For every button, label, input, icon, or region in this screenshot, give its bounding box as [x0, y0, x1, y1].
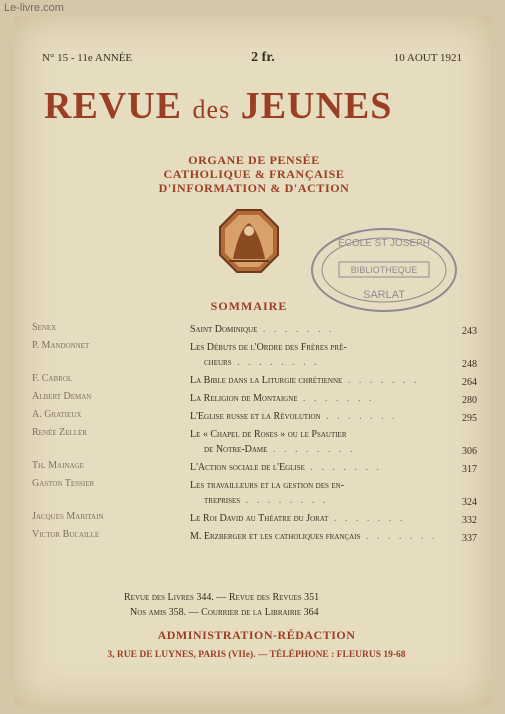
title-revue: REVUE — [44, 85, 183, 127]
toc-title — [190, 322, 447, 337]
leader-dots: . . . . . . . — [360, 531, 438, 542]
toc-title-line — [190, 529, 447, 544]
toc-title-line — [190, 322, 447, 337]
toc-title — [190, 409, 447, 424]
leader-dots: . . . . . . . — [328, 513, 406, 524]
issue-price: 2 fr. — [251, 50, 275, 65]
toc-title-text: Les Débuts de l'Ordre des Frères prê- — [190, 342, 347, 353]
toc-title-line — [190, 373, 447, 388]
toc-author: Jacques Maritain — [32, 511, 104, 522]
toc-author: F. Cabrol — [32, 373, 73, 384]
toc-row — [32, 322, 477, 337]
toc-title-line — [190, 460, 447, 475]
magazine-title — [44, 84, 464, 128]
toc-page-number: 248 — [462, 359, 477, 370]
watermark: Le-livre.com — [4, 2, 64, 14]
subtitle-line-2: CATHOLIQUE & FRANÇAISE — [163, 167, 345, 181]
toc-title-text: cheurs — [204, 357, 232, 368]
toc-title-line — [190, 355, 447, 370]
issue-header — [42, 50, 462, 66]
toc-page-number: 324 — [462, 497, 477, 508]
toc-title-text: L'Action sociale de l'Eglise — [190, 462, 305, 473]
toc-page-number: 332 — [462, 515, 477, 526]
leader-dots: . . . . . . . — [342, 375, 420, 386]
toc-page-number: 317 — [462, 464, 477, 475]
toc-row — [32, 460, 477, 475]
toc-row — [32, 511, 477, 526]
toc-title-text: La Religion de Montaigne — [190, 393, 298, 404]
leader-dots: . . . . . . . — [320, 411, 398, 422]
magazine-cover — [14, 16, 491, 706]
toc-title — [190, 373, 447, 388]
toc-title-text: Les travailleurs et la gestion des en- — [190, 480, 345, 491]
toc-title-line — [190, 511, 447, 526]
toc-title-line — [190, 442, 447, 457]
title-des: des — [192, 95, 231, 124]
toc-row — [32, 478, 477, 508]
toc-author: Senex — [32, 322, 57, 333]
toc-title — [190, 529, 447, 544]
leader-dots: . . . . . . . . — [267, 444, 356, 455]
subtitle-line-3: D'INFORMATION & D'ACTION — [158, 181, 350, 195]
toc-row — [32, 340, 477, 370]
sommaire-heading: SOMMAIRE — [210, 299, 288, 313]
toc-author: Th. Mainage — [32, 460, 84, 471]
sections-line-2: Nos amis 358. — Courrier de la Librairie 364 — [130, 607, 319, 618]
toc-row — [32, 529, 477, 544]
toc-title-text: M. Erzberger et les catholiques français — [190, 531, 361, 542]
toc-title-text: L'Eglise russe et la Révolution — [190, 411, 321, 422]
toc-title — [190, 340, 447, 370]
toc-title-text: Le « Chapel de Roses » ou le Psautier — [190, 429, 347, 440]
toc-title — [190, 427, 447, 457]
toc-title-line — [190, 409, 447, 424]
toc-author: Gaston Tessier — [32, 478, 95, 489]
admin-heading: ADMINISTRATION-RÉDACTION — [157, 628, 356, 642]
toc-title — [190, 391, 447, 406]
admin-address: 3, RUE DE LUYNES, PARIS (VIIe). — TÉLÉPHONE : FLEURUS 19-68 — [107, 650, 406, 660]
leader-dots: . . . . . . . . — [240, 495, 329, 506]
toc-author: Albert Deman — [32, 391, 92, 402]
toc-title-text: Saint Dominique — [190, 324, 258, 335]
section-list — [124, 590, 424, 620]
issue-number: N° 15 - 11e ANNÉE — [42, 52, 133, 64]
subtitle-line-1: ORGANE DE PENSÉE — [188, 153, 320, 167]
toc-author: A. Gratieux — [32, 409, 82, 420]
toc-author: Renée Zeller — [32, 427, 87, 438]
toc-title — [190, 511, 447, 526]
leader-dots: . . . . . . . — [297, 393, 375, 404]
toc-row — [32, 391, 477, 406]
library-stamp — [309, 226, 459, 314]
stamp-ring-text: ECOLE ST JOSEPH — [337, 238, 431, 249]
leader-dots: . . . . . . . . — [231, 357, 320, 368]
toc-title-line — [190, 391, 447, 406]
leader-dots: . . . . . . . — [257, 324, 335, 335]
toc-page-number: 280 — [462, 395, 477, 406]
title-jeunes: JEUNES — [240, 85, 393, 127]
toc-author: P. Mandonnet — [32, 340, 90, 351]
toc-page-number: 306 — [462, 446, 477, 457]
toc-title-text: treprises — [204, 495, 241, 506]
toc-row — [32, 373, 477, 388]
octagon-emblem-icon — [219, 209, 279, 273]
sections-line-1: Revue des Livres 344. — Revue des Revues 351 — [124, 592, 320, 603]
toc-title-text: Le Roi David au Théatre du Jorat — [190, 513, 329, 524]
leader-dots: . . . . . . . — [304, 462, 382, 473]
toc-title-text: de Notre-Dame — [204, 444, 268, 455]
table-of-contents — [32, 322, 477, 547]
toc-row — [32, 409, 477, 424]
toc-page-number: 264 — [462, 377, 477, 388]
toc-page-number: 337 — [462, 533, 477, 544]
toc-title-line — [190, 427, 447, 442]
toc-title — [190, 460, 447, 475]
toc-title-text: La Bible dans la Liturgie chrétienne — [190, 375, 343, 386]
magazine-subtitle — [114, 153, 394, 195]
issue-date: 10 AOUT 1921 — [393, 52, 462, 64]
toc-title — [190, 478, 447, 508]
toc-title-line — [190, 493, 447, 508]
stamp-center-text: BIBLIOTHEQUE — [350, 265, 418, 275]
toc-title-line — [190, 478, 447, 493]
toc-row — [32, 427, 477, 457]
toc-title-line — [190, 340, 447, 355]
stamp-bottom-text: SARLAT — [363, 289, 405, 301]
toc-page-number: 295 — [462, 413, 477, 424]
toc-page-number: 243 — [462, 326, 477, 337]
toc-author: Victor Bucaille — [32, 529, 100, 540]
